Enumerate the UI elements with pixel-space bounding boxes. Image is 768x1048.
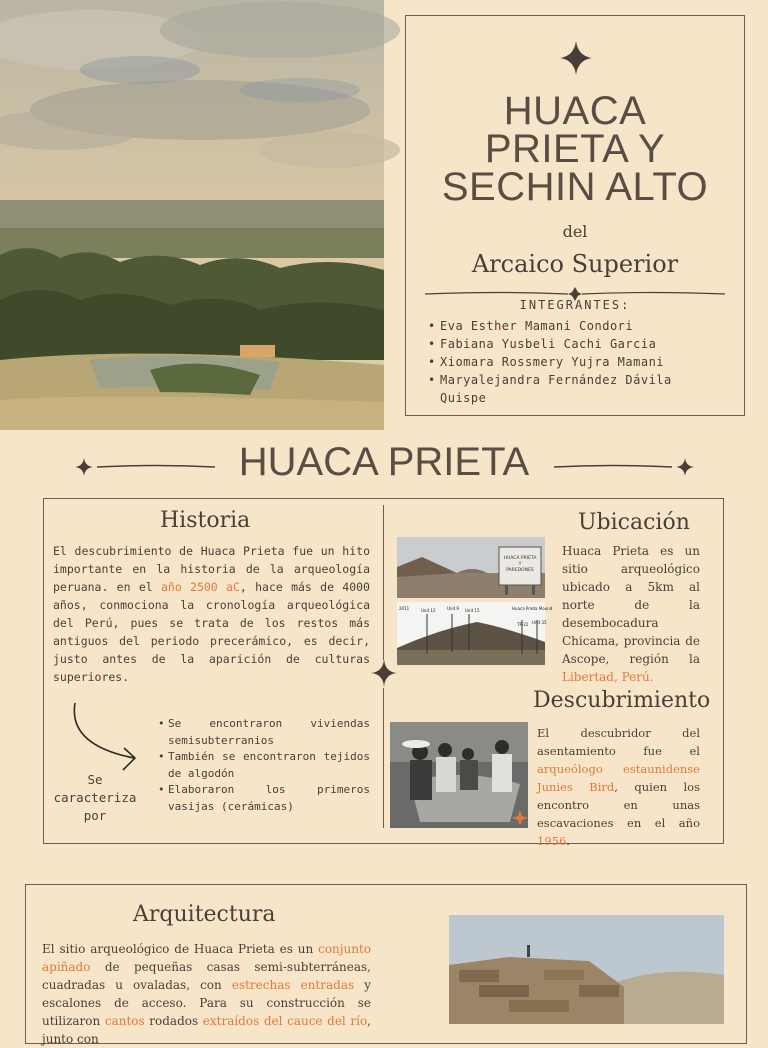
cross-ornament-icon bbox=[512, 810, 528, 830]
star-ornament-icon bbox=[560, 41, 592, 79]
historia-text-part: , hace más de 4000 años, conmociona la cronología arqueológica del Perú, pues se trata de los restos más antiguos del periodo precerámico, es decir, justo antes de la aparición de culturas superiores. bbox=[53, 580, 370, 684]
cover-title bbox=[405, 89, 745, 209]
descubrimiento-text-part: , quien los encontro en unas escavaciones en el año bbox=[537, 780, 700, 830]
mound-label: 2011 bbox=[399, 606, 410, 611]
arquitectura-text-part: , junto con bbox=[42, 1014, 371, 1046]
cover-title-line: SECHIN ALTO bbox=[441, 165, 709, 209]
ruins-photo bbox=[449, 915, 724, 1024]
mound-label: Unit 15 bbox=[465, 608, 480, 613]
integrantes-label: INTEGRANTES: bbox=[519, 298, 631, 312]
descubrimiento-heading: Descubrimiento bbox=[533, 688, 711, 713]
arquitectura-text-part: y escalones de acceso. Para su construcción se utilizaron bbox=[42, 978, 371, 1028]
member-item: • Fabiana Yusbeli Cachi Garcia bbox=[428, 335, 728, 353]
arquitectura-text-part: El sitio arqueológico de Huaca Prieta es un bbox=[42, 942, 319, 956]
caracteristica-item: • Se encontraron viviendas semisubterranios bbox=[158, 716, 370, 749]
arquitectura-heading: Arquitectura bbox=[133, 902, 276, 927]
arquitectura-highlight: extraídos del cauce del río bbox=[202, 1014, 368, 1028]
descubrimiento-text bbox=[537, 724, 700, 850]
arquitectura-highlight: cantos bbox=[104, 1014, 145, 1028]
caracteriza-label bbox=[47, 771, 143, 825]
caracteristicas-list bbox=[158, 716, 370, 815]
arquitectura-highlight: estrechas entradas bbox=[231, 978, 355, 992]
ubicacion-text bbox=[562, 542, 700, 686]
ubicacion-heading: Ubicación bbox=[578, 510, 690, 535]
members-list bbox=[428, 317, 728, 407]
year-highlight: 1956 bbox=[537, 834, 567, 848]
descubridor-highlight: arqueólogo estaunidense Junies Bird bbox=[537, 762, 700, 794]
member-item: • Maryalejandra Fernández Dávila bbox=[428, 371, 728, 389]
center-star-icon bbox=[371, 659, 397, 691]
vertical-divider bbox=[383, 688, 384, 828]
vertical-divider bbox=[383, 505, 384, 660]
arquitectura-text-part: de pequeñas casas semi-subterráneas, cuadradas u ovaladas, con bbox=[42, 960, 371, 992]
excavation-photo bbox=[390, 722, 528, 828]
caracteristica-item: • Elaboraron los primeros vasijas (cerámicas) bbox=[158, 782, 370, 815]
historia-text-part: El descubrimiento de Huaca Prieta fue un hito importante en la historia de la arqueología peruana. en el bbox=[53, 544, 370, 594]
arquitectura-highlight: conjunto apiñado bbox=[42, 942, 371, 974]
caracteriza-label-line: Se bbox=[87, 772, 103, 787]
member-item: • Xiomara Rossmery Yujra Mamani bbox=[428, 353, 728, 371]
historia-text bbox=[53, 542, 370, 686]
arquitectura-text bbox=[42, 940, 371, 1048]
mound-label: TP-22 bbox=[517, 622, 529, 627]
site-sign-photo bbox=[397, 537, 545, 598]
mound-label: Huaca Prieta Mound bbox=[512, 606, 553, 611]
historia-year-highlight: año 2500 aC bbox=[160, 580, 240, 594]
sign-text-line: Y bbox=[518, 562, 522, 567]
historia-heading: Historia bbox=[160, 508, 251, 533]
sign-text-line: PAREDONES bbox=[506, 568, 534, 573]
caracteriza-label-line: por bbox=[83, 808, 107, 823]
descubrimiento-text-part: . bbox=[566, 834, 570, 848]
ubicacion-region-highlight: Libertad, Perú. bbox=[562, 670, 654, 684]
curved-arrow-icon bbox=[68, 700, 143, 779]
cover-title-line: PRIETA Y bbox=[484, 127, 666, 171]
mound-label: Unit 12 bbox=[421, 608, 436, 613]
cover-subtitle: Arcaico Superior bbox=[471, 250, 679, 278]
arquitectura-text-part: rodados bbox=[144, 1014, 203, 1028]
sign-text-line: HUACA PRIETA bbox=[503, 556, 537, 561]
cover-title-line: HUACA bbox=[503, 89, 647, 133]
member-item: • Eva Esther Mamani Condori bbox=[428, 317, 728, 335]
cover-del: del bbox=[562, 222, 588, 241]
descubrimiento-text-part: El descubridor del asentamiento fue el bbox=[537, 726, 700, 758]
mound-label: Unit 9 bbox=[447, 606, 459, 611]
caracteristica-item: • También se encontraron tejidos de algodón bbox=[158, 749, 370, 782]
member-item-continued: Quispe bbox=[440, 391, 487, 405]
ubicacion-text-part: Huaca Prieta es un sitio arqueológico ubicado a 5km al norte de la desembocadura Chicama, provincia de Ascope, región la bbox=[562, 544, 700, 666]
landscape-painting bbox=[0, 0, 384, 430]
section-title: HUACA PRIETA bbox=[238, 440, 530, 484]
mound-photo bbox=[397, 602, 553, 665]
caracteriza-label-line: caracteriza bbox=[53, 790, 137, 805]
mound-label: Unit 35 bbox=[532, 620, 547, 625]
